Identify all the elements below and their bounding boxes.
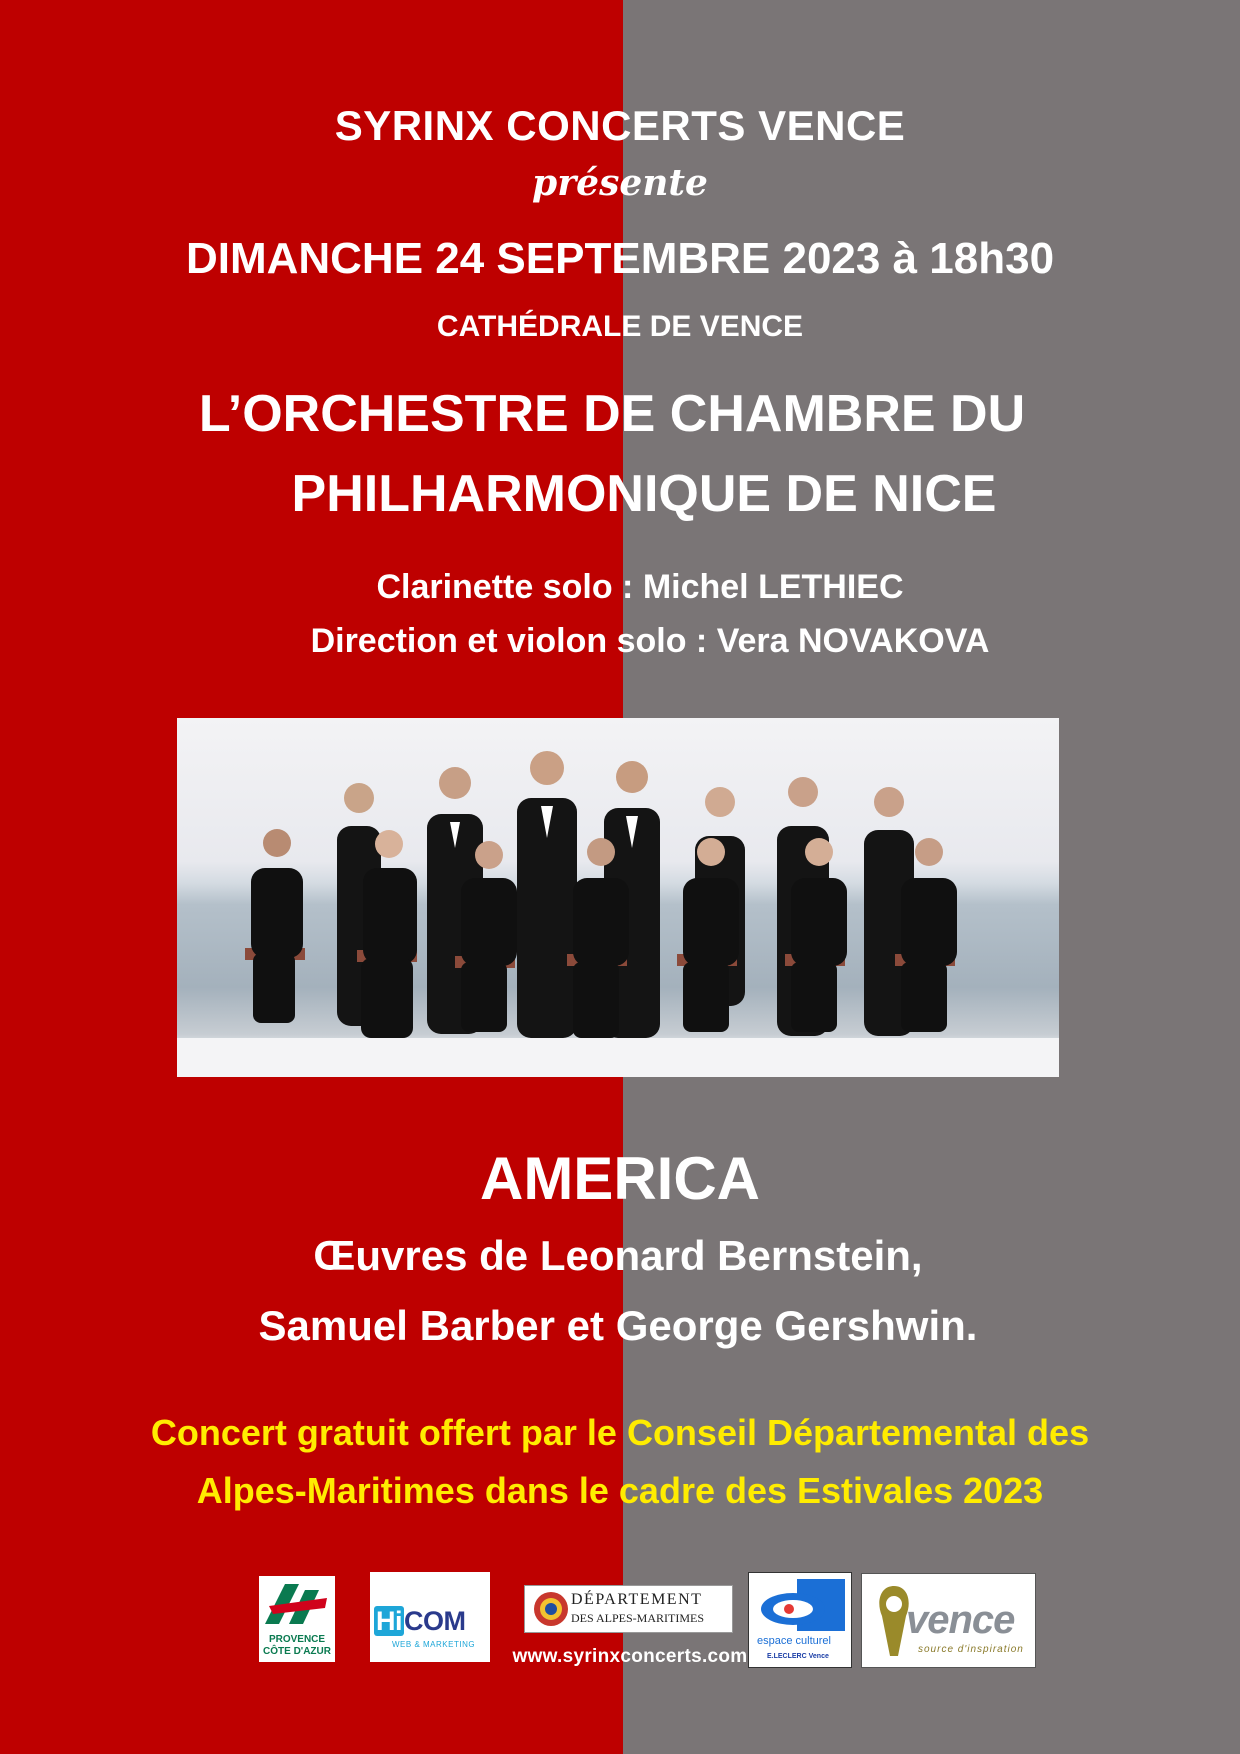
espace-culturel-line1: espace culturel xyxy=(757,1635,831,1647)
vence-tagline: source d'inspiration xyxy=(918,1644,1024,1655)
orchestra-photo-illustration xyxy=(177,718,1059,1077)
concert-venue: CATHÉDRALE DE VENCE xyxy=(436,310,804,343)
concert-date: DIMANCHE 24 SEPTEMBRE 2023 à 18h30 xyxy=(185,234,1055,283)
sponsor-notice-line2: Alpes-Maritimes dans le cadre des Estivales 2023 xyxy=(196,1470,1044,1511)
vence-wordmark: vence xyxy=(906,1598,1015,1642)
hicom-hi: Hi xyxy=(376,1606,402,1636)
espace-culturel-emblem-icon xyxy=(749,1573,853,1633)
espace-culturel-logo xyxy=(748,1572,852,1668)
sponsor-notice-line1: Concert gratuit offert par le Conseil Départemental des xyxy=(150,1412,1090,1453)
espace-culturel-line2: E.LECLERC Vence xyxy=(767,1653,829,1660)
program-title: AMERICA xyxy=(480,1145,760,1212)
credit-agricole-emblem-icon xyxy=(259,1576,335,1632)
credit-agricole-logo xyxy=(259,1576,335,1662)
soloist-clarinet: Clarinette solo : Michel LETHIEC xyxy=(376,568,904,606)
presents-text: présente xyxy=(532,162,708,204)
program-works-line1: Œuvres de Leonard Bernstein, xyxy=(313,1232,923,1279)
soloist-violin-director: Direction et violon solo : Vera NOVAKOVA xyxy=(310,622,990,660)
departement-line2: DES ALPES-MARITIMES xyxy=(571,1611,705,1625)
ensemble-name-line2: PHILHARMONIQUE DE NICE xyxy=(291,465,997,523)
orchestra-photo xyxy=(177,718,1059,1077)
credit-agricole-region-line2: CÔTE D'AZUR xyxy=(263,1646,331,1657)
website-url[interactable]: www.syrinxconcerts.com xyxy=(512,1646,748,1667)
hicom-wordmark xyxy=(374,1606,466,1637)
hicom-tagline: WEB & MARKETING xyxy=(392,1640,476,1649)
departement-crest-icon xyxy=(531,1589,571,1629)
credit-agricole-region-line1: PROVENCE xyxy=(268,1634,326,1645)
departement-line1: DÉPARTEMENT xyxy=(571,1591,703,1608)
program-works-line2: Samuel Barber et George Gershwin. xyxy=(258,1302,978,1349)
departement-logo xyxy=(524,1585,733,1633)
organizer-title: SYRINX CONCERTS VENCE xyxy=(334,102,906,149)
vence-logo xyxy=(861,1573,1036,1668)
ensemble-name-line1: L’ORCHESTRE DE CHAMBRE DU xyxy=(198,385,1026,443)
hicom-com: COM xyxy=(404,1606,466,1636)
hicom-logo xyxy=(370,1572,490,1662)
